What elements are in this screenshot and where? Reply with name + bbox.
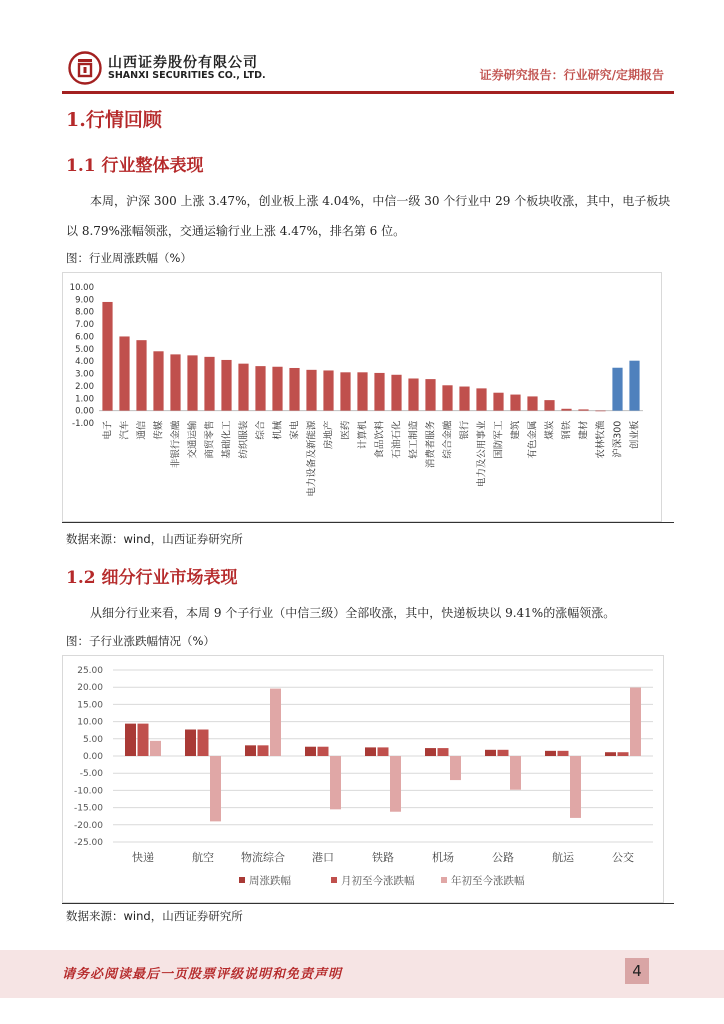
bar xyxy=(289,368,299,411)
bar xyxy=(612,368,622,411)
report-type-label: 证券研究报告：行业研究/定期报告 xyxy=(479,68,664,82)
subindustry-chart xyxy=(63,656,663,902)
y-tick-label: 10.00 xyxy=(69,283,94,293)
y-tick-label: 3.00 xyxy=(75,369,94,380)
y-tick-label: -5.00 xyxy=(79,769,103,780)
x-tick-label: 公路 xyxy=(492,851,514,864)
figure2-frame xyxy=(62,655,664,903)
bar xyxy=(238,364,248,411)
bar xyxy=(408,378,418,410)
bar xyxy=(270,689,281,756)
page-number: 4 xyxy=(625,958,649,984)
bar xyxy=(198,730,209,756)
x-tick-label: 港口 xyxy=(312,851,334,864)
x-tick-label: 综合 xyxy=(255,420,267,440)
legend-swatch xyxy=(331,877,337,883)
bar xyxy=(570,756,581,818)
x-tick-label: 汽车 xyxy=(119,420,131,440)
bar xyxy=(306,370,316,411)
bar xyxy=(629,361,639,411)
figure2-source: 数据来源：wind，山西证券研究所 xyxy=(66,909,243,923)
x-tick-label: 计算机 xyxy=(357,420,369,450)
figure1-source: 数据来源：wind，山西证券研究所 xyxy=(66,532,243,546)
bar xyxy=(485,750,496,756)
x-tick-label: 综合金融 xyxy=(442,420,454,459)
bar xyxy=(374,373,384,411)
x-tick-label: 电力及公用事业 xyxy=(476,420,488,488)
bar xyxy=(323,370,333,410)
y-tick-label: -1.00 xyxy=(72,419,94,429)
figure1-rule xyxy=(62,522,674,523)
x-tick-label: 快递 xyxy=(132,851,154,864)
bar xyxy=(391,375,401,411)
x-tick-label: 煤炭 xyxy=(544,420,556,440)
bar xyxy=(153,351,163,410)
y-tick-label: -25.00 xyxy=(73,838,103,848)
y-tick-label: 5.00 xyxy=(82,734,103,745)
bar xyxy=(442,385,452,410)
y-tick-label: 7.00 xyxy=(75,320,94,331)
x-tick-label: 机场 xyxy=(432,851,454,864)
y-tick-label: -15.00 xyxy=(73,803,103,814)
bar xyxy=(187,355,197,410)
bar xyxy=(438,748,449,756)
bar xyxy=(545,751,556,756)
legend-swatch xyxy=(239,877,245,883)
footer-disclaimer: 请务必阅读最后一页股票评级说明和免责声明 xyxy=(62,967,343,982)
x-tick-label: 有色金属 xyxy=(527,420,539,459)
x-tick-label: 电子 xyxy=(102,420,114,440)
x-tick-label: 商贸零售 xyxy=(204,420,216,459)
x-tick-label: 非银行金融 xyxy=(170,420,182,469)
figure2-caption: 图：子行业涨跌幅情况（%） xyxy=(66,634,215,648)
bar xyxy=(357,372,367,410)
x-tick-label: 铁路 xyxy=(372,851,394,864)
bar xyxy=(330,756,341,809)
bar xyxy=(558,751,569,756)
bar xyxy=(305,747,316,756)
y-tick-label: 10.00 xyxy=(77,717,103,728)
y-tick-label: 1.00 xyxy=(75,394,94,405)
legend-label: 年初至今涨跌幅 xyxy=(451,875,525,887)
bar xyxy=(459,387,469,411)
y-tick-label: 20.00 xyxy=(77,683,103,694)
section-title: 1.行情回顾 xyxy=(66,109,162,131)
x-tick-label: 建材 xyxy=(578,420,590,440)
x-tick-label: 电力设备及新能源 xyxy=(306,420,318,497)
bar xyxy=(378,747,389,756)
bar xyxy=(476,388,486,410)
x-tick-label: 航运 xyxy=(552,851,574,864)
x-tick-label: 通信 xyxy=(136,420,148,440)
bar xyxy=(102,302,112,411)
bar xyxy=(630,688,641,756)
x-tick-label: 航空 xyxy=(192,851,214,864)
y-tick-label: -20.00 xyxy=(73,820,103,831)
x-tick-label: 消费者服务 xyxy=(425,420,437,469)
bar xyxy=(527,396,537,410)
y-tick-label: 5.00 xyxy=(75,344,94,355)
bar xyxy=(618,752,629,756)
company-name-cn: 山西证券股份有限公司 xyxy=(108,55,258,71)
x-tick-label: 医药 xyxy=(340,420,352,440)
bar xyxy=(578,409,588,410)
bar xyxy=(255,366,265,411)
x-tick-label: 沪深300 xyxy=(612,420,624,458)
y-tick-label: 0.00 xyxy=(82,752,103,762)
bar xyxy=(544,400,554,411)
x-tick-label: 银行 xyxy=(459,420,471,440)
x-tick-label: 农林牧渔 xyxy=(595,420,607,459)
y-tick-label: 6.00 xyxy=(75,332,94,343)
bar xyxy=(605,752,616,756)
x-tick-label: 国防军工 xyxy=(493,420,505,459)
y-tick-label: 2.00 xyxy=(75,381,94,392)
subsection-title-subindustry: 1.2 细分行业市场表现 xyxy=(66,568,238,588)
figure1-frame xyxy=(62,272,662,522)
bar xyxy=(425,379,435,411)
bar xyxy=(258,745,269,756)
x-tick-label: 传媒 xyxy=(153,420,165,440)
bar xyxy=(272,367,282,411)
x-tick-label: 创业板 xyxy=(629,420,641,450)
y-tick-label: -10.00 xyxy=(73,786,103,797)
x-tick-label: 物流综合 xyxy=(241,851,285,864)
subindustry-paragraph: 从细分行业来看，本周 9 个子行业（中信三级）全部收涨，其中，快递板块以 9.41%的涨幅领涨。 xyxy=(90,606,616,620)
bar xyxy=(425,748,436,756)
x-tick-label: 纺织服装 xyxy=(238,420,250,459)
y-tick-label: 9.00 xyxy=(75,295,94,306)
bar xyxy=(498,750,509,756)
y-tick-label: 4.00 xyxy=(75,357,94,368)
x-tick-label: 房地产 xyxy=(323,420,335,450)
bar xyxy=(340,372,350,410)
x-tick-label: 交通运输 xyxy=(187,420,199,459)
industry-weekly-chart xyxy=(63,273,661,521)
figure2-rule xyxy=(62,903,674,904)
legend-label: 周涨跌幅 xyxy=(249,875,291,887)
x-tick-label: 钢铁 xyxy=(561,420,573,440)
bar xyxy=(136,340,146,410)
bar xyxy=(170,354,180,410)
company-name-en: SHANXI SECURITIES CO., LTD. xyxy=(108,70,266,81)
x-tick-label: 轻工制造 xyxy=(408,420,420,459)
bar xyxy=(450,756,461,780)
y-tick-label: 0.00 xyxy=(75,406,94,417)
bar xyxy=(595,411,605,412)
x-tick-label: 公交 xyxy=(612,851,634,864)
bar xyxy=(510,395,520,411)
legend-label: 月初至今涨跌幅 xyxy=(341,875,415,887)
bar xyxy=(245,745,256,756)
x-tick-label: 建筑 xyxy=(510,420,522,440)
x-tick-label: 石油石化 xyxy=(391,420,403,459)
bar xyxy=(119,336,129,410)
y-tick-label: 15.00 xyxy=(77,700,103,711)
bar xyxy=(318,747,329,756)
bar xyxy=(204,357,214,411)
bar xyxy=(125,724,136,756)
bar xyxy=(138,724,149,756)
bar xyxy=(210,756,221,821)
overall-paragraph: 本周，沪深 300 上涨 3.47%，创业板上涨 4.04%，中信一级 30 个行业中 29 个板块收涨，其中，电子板块以 8.79%涨幅领涨，交通运输行业上涨 4.47%，排名第 6 位。 xyxy=(66,194,671,238)
bar xyxy=(221,360,231,411)
legend-swatch xyxy=(441,877,447,883)
x-tick-label: 机械 xyxy=(272,420,284,440)
x-tick-label: 基础化工 xyxy=(221,420,233,459)
company-logo-icon xyxy=(68,51,102,85)
bar xyxy=(150,741,161,756)
bar xyxy=(390,756,401,812)
y-tick-label: 25.00 xyxy=(77,666,103,676)
bar xyxy=(365,747,376,756)
y-tick-label: 8.00 xyxy=(75,307,94,318)
bar xyxy=(493,393,503,411)
header-divider xyxy=(62,91,674,94)
bar xyxy=(561,409,571,411)
bar xyxy=(510,756,521,790)
x-tick-label: 家电 xyxy=(289,420,301,440)
subsection-title-overall: 1.1 行业整体表现 xyxy=(66,156,204,176)
figure1-caption: 图：行业周涨跌幅（%） xyxy=(66,251,192,265)
x-tick-label: 食品饮料 xyxy=(374,420,386,459)
bar xyxy=(185,730,196,756)
